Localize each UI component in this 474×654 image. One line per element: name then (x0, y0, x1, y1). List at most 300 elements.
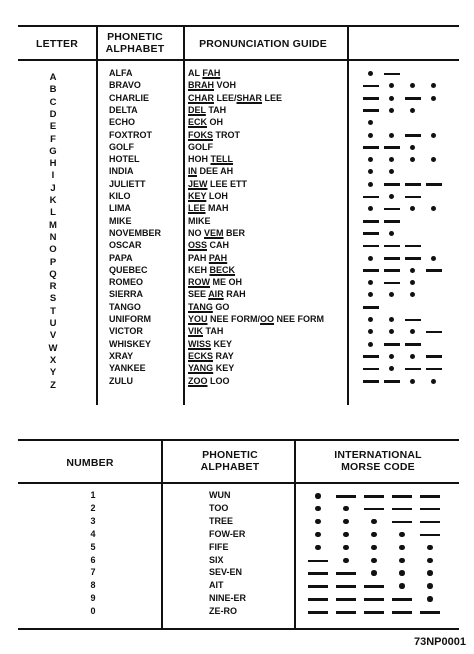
morse-dash (363, 368, 379, 371)
morse-dot (368, 133, 373, 138)
morse-dash (336, 611, 356, 614)
morse-dot (389, 292, 394, 297)
morse-dot (343, 558, 349, 564)
morse-dot (389, 317, 394, 322)
morse-dot (389, 157, 394, 162)
morse-dot (431, 256, 436, 261)
morse-dot (343, 532, 349, 538)
phonetic-word: QUEBEC (109, 264, 148, 275)
pronunciation (188, 203, 229, 214)
morse-dash (308, 585, 328, 588)
letter-row (0, 338, 474, 354)
stressed-syllable: DEL (188, 104, 206, 115)
stressed-syllable: ECK (188, 117, 208, 128)
stressed-syllable: ROW (188, 277, 210, 288)
pronunciation (188, 289, 246, 300)
morse-dot (368, 206, 373, 211)
morse-dot (410, 145, 415, 150)
pronunciation (188, 253, 227, 264)
syllable: AL (188, 68, 203, 78)
letter-cell: E (49, 121, 57, 133)
morse-dot (427, 570, 433, 576)
morse-dash (426, 183, 442, 186)
number-row (0, 529, 474, 541)
morse-dash (384, 183, 400, 186)
syllable: KEY (211, 338, 233, 349)
letter-cell: O (49, 244, 57, 256)
morse-dot (343, 519, 349, 525)
pronunciation (188, 265, 235, 276)
phonetic-word: YANKEE (109, 363, 146, 374)
morse-dot (368, 120, 373, 125)
morse-dash (384, 220, 400, 223)
number-row (0, 593, 474, 605)
stressed-syllable: ECKS (188, 350, 214, 361)
morse-dot (410, 292, 415, 297)
morse-dot (371, 545, 377, 551)
letter-cell: L (50, 207, 56, 219)
phonetic-word: SIERRA (109, 289, 144, 300)
pronunciation (188, 68, 220, 79)
letter-row (0, 252, 474, 268)
morse-dot (431, 157, 436, 162)
phonetic-word: JULIETT (109, 178, 146, 189)
pronunciation (188, 376, 230, 387)
phonetic-word: GOLF (109, 141, 134, 152)
morse-dash (336, 572, 356, 575)
letter-cell: M (49, 219, 57, 231)
syllable: LOO (207, 375, 230, 386)
stressed-syllable: VEM (204, 227, 224, 238)
syllable: BER (223, 227, 246, 238)
letter-cell: V (49, 330, 57, 342)
syllable: PAH (188, 252, 209, 263)
morse-dash (336, 585, 356, 588)
number-row (0, 606, 474, 618)
letter-row (0, 363, 474, 379)
letter-row (0, 191, 474, 206)
stressed-syllable: KEY (188, 191, 207, 201)
phonetic-number-word: WUN (209, 490, 231, 500)
morse-dash (405, 319, 421, 322)
pronunciation (188, 240, 229, 251)
morse-dot (371, 570, 377, 576)
morse-dash (384, 269, 400, 272)
phonetic-number-word: TOO (209, 502, 229, 513)
morse-dot (389, 108, 394, 113)
stressed-syllable: LEE (188, 203, 206, 214)
morse-dash (392, 495, 412, 498)
letter-row (0, 301, 474, 317)
morse-dot (315, 519, 321, 525)
morse-dot (368, 256, 373, 261)
phonetic-number-word: FIFE (209, 541, 229, 552)
stressed-syllable: WISS (188, 338, 212, 349)
morse-dot (427, 596, 433, 602)
phonetic-word: WHISKEY (109, 338, 152, 349)
stressed-syllable: TANG (188, 301, 213, 312)
stressed-syllable: BRAH (188, 80, 214, 91)
morse-dash (363, 85, 379, 88)
morse-dot (371, 558, 377, 564)
phonetic-word: HOTEL (109, 154, 140, 165)
bottom-table-header-divider (18, 482, 459, 484)
phonetic-word: ROMEO (109, 277, 144, 288)
letter-cell: F (50, 133, 56, 145)
letter-row (0, 375, 474, 391)
letter-row (0, 326, 474, 342)
letter-cell: Z (50, 379, 56, 391)
morse-dash (405, 368, 421, 371)
stressed-syllable: FAH (202, 68, 221, 78)
morse-dash (392, 611, 412, 614)
morse-dash (364, 508, 384, 511)
morse-dash (405, 183, 421, 186)
letter-row (0, 154, 474, 170)
morse-dot (399, 570, 405, 576)
syllable: LOH (206, 191, 228, 201)
letter-cell: C (49, 96, 57, 108)
morse-dot (368, 182, 373, 187)
syllable: LEE ETT (207, 178, 248, 189)
letter-row (0, 314, 474, 329)
stressed-syllable: TELL (210, 154, 233, 165)
morse-dot (315, 506, 321, 512)
morse-dash (405, 134, 421, 137)
morse-dot (410, 83, 415, 88)
morse-dot (368, 71, 373, 76)
letter-cell: B (49, 84, 57, 96)
morse-dash (405, 245, 421, 248)
syllable: ME OH (210, 277, 243, 288)
morse-dot (315, 493, 321, 499)
syllable: NEE FORM/ (207, 314, 261, 324)
morse-dash (308, 560, 328, 563)
morse-dash (384, 257, 400, 260)
phonetic-word: BRAVO (109, 80, 141, 91)
morse-dot (368, 157, 373, 162)
number-row (0, 580, 474, 592)
syllable: LEE/ (214, 92, 237, 103)
morse-dash (363, 146, 379, 149)
phonetic-word: UNIFORM (109, 314, 151, 324)
figure-code: 73NP0001 (414, 636, 466, 648)
morse-dash (420, 521, 440, 524)
morse-dash (384, 343, 400, 346)
morse-dot (368, 317, 373, 322)
morse-dash (384, 282, 400, 285)
morse-dash (363, 380, 379, 383)
number-cell: 3 (90, 515, 96, 526)
morse-dot (389, 96, 394, 101)
morse-dot (315, 545, 321, 551)
morse-dash (420, 534, 440, 537)
phonetic-word: PAPA (109, 252, 133, 263)
morse-dot (431, 133, 436, 138)
bottom-table-bottom-border (18, 628, 459, 630)
number-row (0, 503, 474, 515)
pronunciation (188, 142, 213, 153)
morse-dot (410, 157, 415, 162)
letter-row (0, 80, 474, 96)
morse-dash (405, 343, 421, 346)
pronunciation (188, 339, 232, 350)
pronunciation (188, 302, 229, 313)
morse-dash (336, 598, 356, 601)
stressed-syllable: FOKS (188, 129, 214, 140)
phonetic-word: DELTA (109, 104, 138, 115)
syllable: NO (188, 227, 205, 238)
morse-dot (389, 354, 394, 359)
morse-dot (431, 96, 436, 101)
pronunciation (188, 326, 223, 337)
pronunciation (188, 80, 236, 91)
stressed-syllable: SHAR (236, 92, 263, 103)
phonetic-word: LIMA (109, 203, 131, 214)
morse-dash (364, 495, 384, 498)
bottom-table-top-border (18, 439, 459, 441)
number-cell: 6 (90, 554, 96, 565)
morse-dash (363, 269, 379, 272)
morse-dash (363, 245, 379, 248)
syllable: LEE (262, 92, 283, 103)
letter-cell: Q (49, 268, 57, 280)
number-row (0, 490, 474, 502)
morse-dot (389, 133, 394, 138)
phonetic-number-word: TREE (209, 515, 234, 526)
number-cell: 2 (90, 502, 96, 513)
letter-row (0, 264, 474, 280)
morse-dot (410, 329, 415, 334)
phonetic-word: MIKE (109, 215, 132, 226)
letter-row (0, 141, 474, 157)
letter-row (0, 215, 474, 231)
morse-dash (384, 146, 400, 149)
phonetic-word: ALFA (109, 68, 133, 78)
syllable: RAH (223, 289, 246, 300)
header-letter: LETTER (35, 38, 79, 50)
letter-cell: A (49, 72, 57, 83)
letter-row (0, 350, 474, 366)
morse-dot (343, 545, 349, 551)
syllable: TAH (205, 104, 227, 115)
morse-dot (399, 558, 405, 564)
letter-cell: U (49, 318, 57, 329)
header-international-morse-code: INTERNATIONAL MORSE CODE (334, 449, 422, 473)
syllable: OH (207, 117, 224, 128)
phonetic-word: CHARLIE (109, 92, 149, 103)
morse-dash (426, 269, 442, 272)
number-cell: 7 (90, 567, 96, 578)
letter-cell: R (49, 281, 57, 293)
morse-dash (308, 598, 328, 601)
morse-dash (392, 598, 412, 601)
pronunciation (188, 191, 228, 202)
morse-dash (384, 73, 400, 76)
morse-dot (368, 292, 373, 297)
morse-dot (371, 519, 377, 525)
morse-dot (410, 206, 415, 211)
stressed-syllable: AIR (208, 289, 224, 300)
morse-dash (384, 208, 400, 211)
syllable: VOH (214, 80, 237, 91)
header-phonetic-alphabet-numbers: PHONETIC ALPHABET (200, 449, 260, 473)
morse-dot (368, 329, 373, 334)
pronunciation (188, 117, 223, 128)
pronunciation (188, 314, 324, 325)
morse-dot (431, 83, 436, 88)
phonetic-word: ECHO (109, 117, 136, 128)
pronunciation (188, 154, 233, 165)
number-row (0, 516, 474, 528)
letter-row (0, 277, 474, 293)
morse-dot (399, 545, 405, 551)
morse-dot (389, 329, 394, 334)
morse-dash (420, 495, 440, 498)
syllable: TAH (203, 326, 224, 337)
pronunciation (188, 363, 234, 374)
morse-dot (368, 169, 373, 174)
top-table-top-border (18, 25, 459, 27)
phonetic-word: XRAY (109, 350, 134, 361)
morse-dot (389, 194, 394, 199)
phonetic-word: INDIA (109, 166, 134, 177)
letter-row (0, 289, 474, 305)
letter-cell: Y (49, 367, 57, 379)
morse-dash (384, 380, 400, 383)
phonetic-word: FOXTROT (109, 129, 152, 140)
morse-dash (405, 257, 421, 260)
morse-dash (420, 508, 440, 511)
phonetic-word: OSCAR (109, 240, 142, 251)
morse-dot (410, 108, 415, 113)
morse-dot (410, 280, 415, 285)
letter-row (0, 129, 474, 145)
morse-dot (410, 268, 415, 273)
stressed-syllable: OO (260, 314, 275, 324)
morse-dot (368, 342, 373, 347)
morse-dash (363, 355, 379, 358)
morse-dash (363, 109, 379, 112)
syllable: GO (212, 301, 230, 312)
number-cell: 0 (90, 606, 96, 617)
morse-dot (427, 583, 433, 589)
letter-cell: N (49, 231, 57, 243)
phonetic-number-word: NINE-ER (209, 593, 247, 604)
morse-dot (427, 545, 433, 551)
phonetic-word: TANGO (109, 301, 141, 312)
syllable: TROT (213, 129, 241, 140)
pronunciation (188, 351, 234, 362)
syllable: NEE FORM (274, 314, 325, 324)
morse-dash (405, 196, 421, 199)
morse-dash (392, 521, 412, 524)
letter-row (0, 117, 474, 133)
stressed-syllable: VIK (188, 326, 204, 337)
phonetic-number-word: SEV-EN (209, 567, 243, 578)
letter-cell: I (51, 170, 55, 182)
number-cell: 5 (90, 541, 96, 552)
number-row (0, 567, 474, 579)
pronunciation (188, 166, 233, 177)
letter-row (0, 227, 474, 243)
stressed-syllable: BECK (209, 264, 236, 275)
header-pronunciation-guide: PRONUNCIATION GUIDE (199, 38, 327, 50)
phonetic-word: NOVEMBER (109, 227, 162, 238)
morse-dot (389, 83, 394, 88)
morse-dot (343, 506, 349, 512)
letter-cell: X (49, 354, 57, 366)
letter-cell: W (48, 342, 58, 354)
pronunciation (188, 179, 247, 190)
syllable: HOH (188, 154, 211, 165)
morse-dash (384, 245, 400, 248)
morse-dash (364, 598, 384, 601)
morse-dash (308, 611, 328, 614)
morse-dot (371, 532, 377, 538)
syllable: MIKE (188, 215, 211, 226)
morse-dot (389, 366, 394, 371)
morse-dot (431, 206, 436, 211)
morse-dot (399, 532, 405, 538)
syllable: KEY (213, 363, 235, 374)
morse-dot (410, 379, 415, 384)
letter-cell: S (49, 293, 57, 305)
morse-dash (308, 572, 328, 575)
phonetic-number-word: FOW-ER (209, 528, 246, 539)
number-row (0, 542, 474, 554)
letter-row (0, 92, 474, 108)
letter-row (0, 104, 474, 120)
number-cell: 9 (90, 593, 96, 604)
letter-cell: J (50, 182, 56, 194)
morse-dash (426, 331, 442, 334)
letter-row (0, 240, 474, 256)
stressed-syllable: ZOO (188, 375, 208, 386)
pronunciation (188, 277, 242, 288)
stressed-syllable: IN (188, 166, 197, 177)
morse-dash (363, 220, 379, 223)
morse-dot (389, 169, 394, 174)
stressed-syllable: YANG (188, 363, 214, 374)
letter-cell: K (49, 195, 57, 206)
number-cell: 4 (90, 528, 96, 539)
morse-dot (389, 231, 394, 236)
morse-dash (420, 611, 440, 614)
phonetic-number-word: ZE-RO (209, 606, 237, 617)
letter-cell: H (49, 158, 57, 170)
morse-dash (364, 585, 384, 588)
morse-dash (426, 368, 442, 371)
letter-cell: P (49, 256, 57, 268)
letter-row (0, 203, 474, 219)
stressed-syllable: CHAR (188, 92, 214, 103)
letter-row (0, 68, 474, 83)
morse-dash (426, 355, 442, 358)
morse-dash (336, 495, 356, 498)
number-row (0, 555, 474, 567)
morse-dot (315, 532, 321, 538)
stressed-syllable: OSS (188, 240, 208, 251)
letter-cell: G (49, 145, 57, 157)
pronunciation (188, 105, 226, 116)
phonetic-word: VICTOR (109, 326, 143, 337)
phonetic-word: KILO (109, 191, 131, 201)
morse-dot (410, 354, 415, 359)
morse-dash (363, 97, 379, 100)
morse-dot (399, 583, 405, 589)
stressed-syllable: YOU (188, 314, 208, 324)
